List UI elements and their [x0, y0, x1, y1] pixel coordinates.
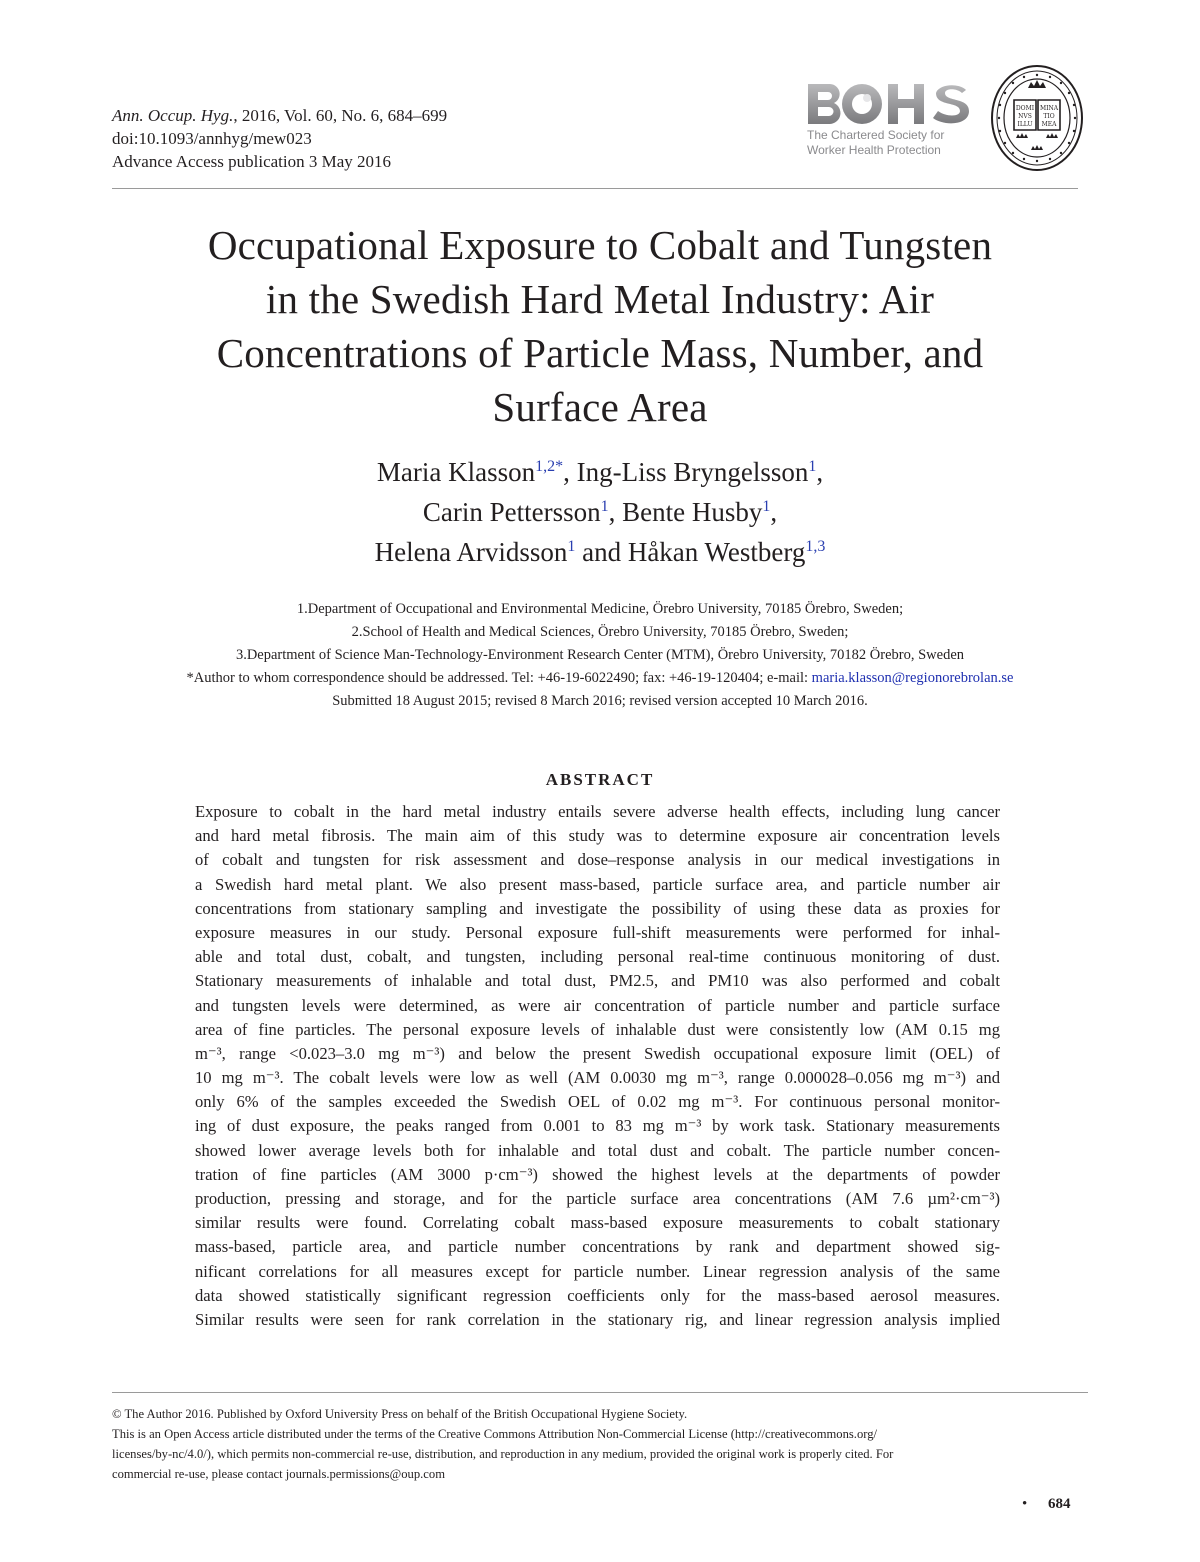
- author-name: Maria Klasson: [376, 457, 536, 487]
- footer-divider: [112, 1392, 1088, 1393]
- abstract-line: ing of dust exposure, the peaks ranged from 0.001 to 83 mg m⁻³ by work task. Stationary measurements: [195, 1116, 1000, 1136]
- author-line: [100, 532, 1100, 572]
- title-line: Concentrations of Particle Mass, Number, and: [216, 330, 984, 376]
- abstract-line: able and total dust, cobalt, and tungsten, including personal real-time continuous monitoring of dust.: [195, 947, 1000, 967]
- abstract-line: a Swedish hard metal plant. We also present mass-based, particle surface area, and particle number air: [195, 874, 1000, 894]
- abstract-line: Exposure to cobalt in the hard metal industry entails severe adverse health effects, including lung cancer: [195, 802, 1000, 821]
- bohs-tagline: [807, 128, 944, 158]
- author-separator: ,: [563, 457, 577, 487]
- seal-graphic: [990, 64, 1084, 172]
- abstract-line: and hard metal fibrosis. The main aim of this study was to determine exposure air concentration levels: [195, 826, 1000, 846]
- abstract-line: Similar results were seen for rank correlation in the stationary rig, and linear regression analysis implied: [195, 1309, 1000, 1329]
- university-seal-logo: [990, 64, 1084, 172]
- header-divider: [112, 188, 1078, 189]
- svg-text:TIO: TIO: [1043, 113, 1055, 120]
- author-name: Carin Pettersson: [422, 497, 601, 527]
- author-affiliation-marker[interactable]: 1: [600, 498, 609, 515]
- license-line: licenses/by-nc/4.0/), which permits non-commercial re-use, distribution, and reproduction in any medium, provided the original work is properly cited. For: [112, 1447, 894, 1461]
- abstract-line: showed lower average levels both for inhalable and total dust and cobalt. The particle number concen-: [195, 1140, 1000, 1160]
- abstract-line: 10 mg m⁻³. The cobalt levels were low as well (AM 0.0030 mg m⁻³, range 0.000028–0.056 mg m⁻³) and: [195, 1068, 1000, 1088]
- correspondence-line: [100, 667, 1100, 690]
- license-line: commercial re-use, please contact journals.permissions@oup.com: [112, 1467, 445, 1481]
- author-name: Håkan Westberg: [627, 537, 806, 567]
- journal-name: Ann. Occup. Hyg.: [112, 106, 234, 125]
- doi: doi:10.1093/annhyg/mew023: [112, 129, 312, 148]
- page-number: 684: [1048, 1496, 1071, 1512]
- author-affiliation-marker[interactable]: 1,3: [805, 538, 826, 555]
- abstract-line: area of fine particles. The personal exposure levels of inhalable dust were consistently low (AM 0.15 mg: [195, 1019, 1000, 1039]
- author-affiliation-marker[interactable]: 1: [567, 538, 576, 555]
- author-separator: ,: [770, 497, 778, 527]
- citation-line-1: [112, 104, 447, 127]
- author-separator: and: [575, 537, 628, 567]
- abstract-heading: ABSTRACT: [545, 770, 655, 789]
- author-separator: ,: [608, 497, 623, 527]
- title-line: in the Swedish Hard Metal Industry: Air: [265, 276, 935, 322]
- abstract-line: m⁻³, range <0.023–3.0 mg m⁻³) and below the present Swedish occupational exposure limit (OEL) of: [195, 1043, 1000, 1063]
- license-footer: [112, 1404, 1088, 1484]
- article-title: [100, 218, 1100, 434]
- svg-text:MINA: MINA: [1039, 105, 1059, 112]
- author-affiliation-marker[interactable]: 1: [762, 498, 771, 515]
- abstract-body: [195, 800, 1000, 1332]
- bohs-logo: [804, 80, 974, 160]
- author-name: Ing-Liss Bryngelsson: [576, 457, 809, 487]
- submission-dates: Submitted 18 August 2015; revised 8 March 2016; revised version accepted 10 March 2016.: [332, 693, 868, 709]
- svg-text:MEA: MEA: [1041, 121, 1057, 128]
- title-line: Surface Area: [492, 384, 708, 430]
- bohs-tagline-line-2: Worker Health Protection: [807, 143, 941, 157]
- title-line: Occupational Exposure to Cobalt and Tungsten: [207, 222, 993, 268]
- author-line: [100, 452, 1100, 492]
- author-line: [100, 492, 1100, 532]
- svg-text:ILLU: ILLU: [1017, 121, 1033, 128]
- correspondence-email-link[interactable]: maria.klasson@regionorebrolan.se: [811, 670, 1014, 686]
- abstract-line: Stationary measurements of inhalable and total dust, PM2.5, and PM10 was also performed and cobalt: [195, 971, 1000, 991]
- abstract-line: mass-based, particle area, and particle number concentrations by rank and department showed sig-: [195, 1237, 1000, 1257]
- author-affiliation-marker[interactable]: 1,2*: [535, 458, 564, 475]
- affiliation-line: 1.Department of Occupational and Environmental Medicine, Örebro University, 70185 Örebro, Sweden;: [296, 601, 904, 617]
- author-list: [100, 452, 1100, 572]
- citation-block: [112, 104, 447, 173]
- svg-text:DOMI: DOMI: [1015, 105, 1035, 112]
- page-bullet: •: [1022, 1496, 1028, 1512]
- abstract-line: nificant correlations for all measures except for particle number. Linear regression analysis of the same: [195, 1261, 1000, 1281]
- author-name: Helena Arvidsson: [374, 537, 568, 567]
- abstract-line: only 6% of the samples exceeded the Swedish OEL of 0.02 mg m⁻³. For continuous personal monitor-: [195, 1092, 1000, 1112]
- abstract-line: and tungsten levels were determined, as were air concentration of particle number and particle surface: [195, 995, 1000, 1015]
- abstract-line: data showed statistically significant regression coefficients only for the mass-based aerosol measures.: [195, 1285, 1000, 1305]
- volume-info: , 2016, Vol. 60, No. 6, 684–699: [233, 106, 448, 125]
- bohs-tagline-line-1: The Chartered Society for: [807, 128, 945, 142]
- bohs-wordmark-graphic: [804, 80, 974, 128]
- affiliation-line: 3.Department of Science Man-Technology-Environment Research Center (MTM), Örebro University, 70182 Örebro, Sweden: [235, 647, 965, 663]
- abstract-line: of cobalt and tungsten for risk assessment and dose–response analysis in our medical investigations in: [195, 850, 1000, 870]
- abstract-line: exposure measures in our study. Personal exposure full-shift measurements were performed for inhal-: [195, 922, 1000, 942]
- abstract-line: similar results were found. Correlating cobalt mass-based exposure measurements to cobalt stationary: [195, 1213, 1000, 1233]
- author-name: Bente Husby: [622, 497, 763, 527]
- affiliations-block: [100, 598, 1100, 713]
- abstract-line: production, pressing and storage, and for the particle surface area concentrations (AM 7.6 µm²·cm⁻³): [195, 1189, 1000, 1208]
- author-affiliation-marker[interactable]: 1: [808, 458, 817, 475]
- license-line: This is an Open Access article distributed under the terms of the Creative Commons Attribution Non-Commercial License (http://creativecommons.org/: [112, 1427, 878, 1441]
- abstract-line: tration of fine particles (AM 3000 p·cm⁻³) showed the highest levels at the departments of powder: [195, 1164, 1000, 1184]
- correspondence-text: *Author to whom correspondence should be addressed. Tel: +46-19-6022490; fax: +46-19-120404; e-mail:: [186, 670, 812, 686]
- abstract-line: concentrations from stationary sampling and investigate the possibility of using these data as proxies for: [195, 898, 1000, 918]
- copyright-line: © The Author 2016. Published by Oxford University Press on behalf of the British Occupational Hygiene Society.: [112, 1407, 688, 1421]
- advance-access: Advance Access publication 3 May 2016: [112, 152, 392, 171]
- author-separator: ,: [816, 457, 824, 487]
- affiliation-line: 2.School of Health and Medical Sciences, Örebro University, 70185 Örebro, Sweden;: [351, 624, 849, 640]
- svg-text:NVS: NVS: [1018, 113, 1032, 120]
